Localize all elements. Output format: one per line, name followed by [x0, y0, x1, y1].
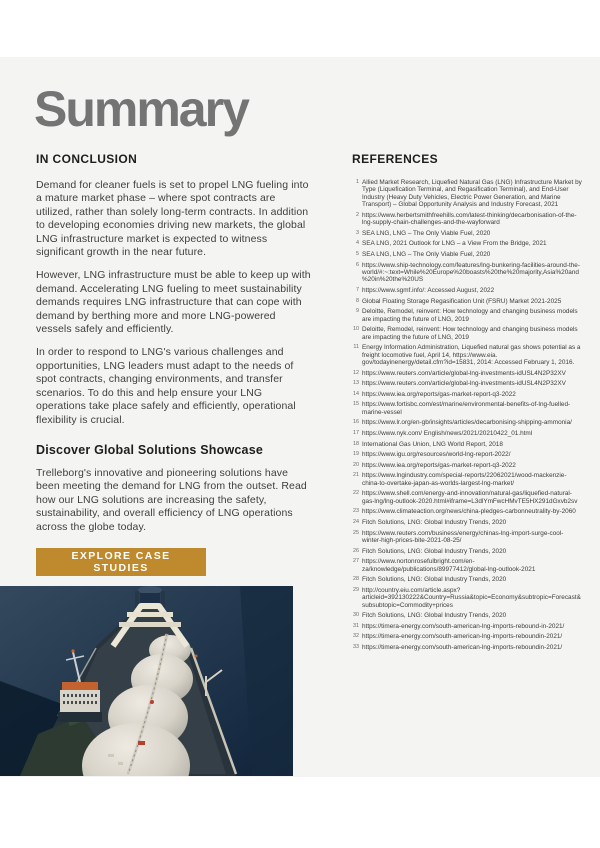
reference-number: 8: [356, 297, 359, 304]
reference-item: [352, 490, 582, 505]
reference-text: https://www.herbertsmithfreehills.com/latest-thinking/decarbonisation-of-the-lng-supply-chain-challenges-and-the-wayforward: [362, 211, 577, 227]
conclusion-paragraph: However, LNG infrastructure must be able to keep up with demand. Accelerating LNG fueling to meet sustainability demands requires LNG infrastructure that can cope with demand by berthing more and more LNG-powered vessels safely and efficiently.: [36, 269, 311, 336]
reference-text: Deloitte, Remodel, reinvent: How technology and changing business models are impacting the future of LNG, 2019: [362, 326, 578, 341]
reference-number: 11: [353, 344, 359, 351]
reference-number: 22: [353, 490, 359, 497]
conclusion-paragraph: In order to respond to LNG's various challenges and opportunities, LNG leaders must adapt to the needs of spot contracts, changing environments, and transfer scenarios. To do this and help ensure your LNG operations take place safely and efficiently, operational flexibility is crucial.: [36, 346, 296, 426]
reference-text: https://timera-energy.com/south-american-lng-imports-reboundin-2021/: [362, 633, 563, 641]
reference-number: 19: [353, 451, 359, 458]
reference-number: 12: [353, 369, 359, 376]
reference-number: 27: [353, 558, 359, 565]
reference-number: 13: [353, 380, 359, 387]
reference-number: 14: [353, 390, 359, 397]
reference-item: [352, 262, 582, 284]
reference-number: 3: [356, 229, 359, 236]
conclusion-paragraph: Demand for cleaner fuels is set to propel LNG fueling into a mature market phase – where spot contracts are utilized, rather than solely long-term contracts. In addition to developing economies driving new markets, the global LNG infrastructure market is expected to witness significant growth in the near future.: [36, 179, 309, 259]
reference-text: https://www.iea.org/reports/gas-market-report-q3-2022: [362, 461, 516, 469]
reference-text: https://www.climateaction.org/news/china-pledges-carbonneutrality-by-2060: [362, 508, 576, 516]
reference-number: 10: [353, 326, 359, 333]
reference-number: 17: [353, 429, 359, 436]
reference-text: Global Floating Storage Regasification Unit (FSRU) Market 2021-2025: [362, 297, 562, 305]
reference-text: https://www.fortisbc.com/est/marine/environmental-benefits-of-lng-fuelled-marine-vessel: [362, 401, 571, 416]
references-column: [352, 152, 582, 655]
reference-item: [352, 230, 582, 237]
reference-text: Deloitte, Remodel, reinvent: How technology and changing business models are impacting the future of LNG, 2019: [362, 308, 578, 323]
reference-text: https://timera-energy.com/south-american-lng-imports-rebound-in-2021/: [362, 622, 565, 630]
reference-text: https://www.nortonrosefulbright.com/en-za/knowledge/publications/89977412/global-lng-outlook-2021: [362, 558, 536, 573]
reference-text: Energy Information Administration, Liquefied natural gas shows potential as a freight locomotive fuel, April 14, https://www.eia. gov/todayinenergy/detail.cfm?id=15831, 2014: Accessed February 1, 2016.: [362, 344, 581, 366]
reference-item: [352, 419, 582, 426]
showcase-heading: Discover Global Solutions Showcase: [36, 442, 263, 457]
reference-text: https://www.sgmf.info/: Accessed August, 2022: [362, 287, 495, 294]
reference-number: 16: [353, 419, 359, 426]
reference-text: http://country.eiu.com/article.aspx?articleid=392130222&Country=Russia&topic=Economy&subtropic=Forecast&subsubtopic=Commodity+prices: [362, 586, 581, 609]
reference-item: [352, 451, 582, 458]
reference-text: https://www.lr.org/en-gb/insights/articles/decarbonising-shipping-ammonia/: [362, 419, 572, 427]
reference-text: Fitch Solutions, LNG: Global Industry Trends, 2020: [362, 547, 507, 555]
reference-text: SEA LNG, LNG – The Only Viable Fuel, 2020: [362, 229, 491, 237]
reference-text: https://www.iea.org/reports/gas-market-report-q3-2022: [362, 390, 516, 398]
explore-case-studies-button[interactable]: EXPLORE CASE STUDIES: [36, 548, 206, 576]
reference-item: [352, 430, 582, 437]
reference-number: 31: [353, 622, 359, 629]
reference-number: 25: [353, 529, 359, 536]
reference-text: https://www.lngindustry.com/special-reports/22062021/wood-mackenzie-china-to-overtake-japan-as-worlds-largest-lng-market/: [362, 472, 567, 487]
reference-text: Fitch Solutions, LNG: Global Industry Trends, 2020: [362, 576, 507, 584]
reference-item: [352, 391, 582, 398]
reference-item: [352, 587, 582, 609]
reference-item: [352, 508, 582, 515]
reference-text: International Gas Union, LNG World Report, 2018: [362, 440, 503, 448]
reference-item: [352, 548, 582, 555]
reference-item: [352, 472, 582, 487]
reference-number: 7: [356, 287, 359, 293]
reference-item: [352, 401, 582, 416]
lng-carrier-photo: [0, 586, 293, 776]
reference-item: [352, 519, 582, 526]
reference-text: https://www.shell.com/energy-and-innovation/natural-gas/liquefied-natural-gas-lng/lng-outlook-2020.html#iframe=L3dlYmFwcHMvTE5HX291dGxvb2sv: [362, 490, 578, 505]
reference-item: [352, 298, 582, 305]
reference-number: 26: [353, 547, 359, 554]
reference-number: 18: [353, 440, 359, 447]
reference-item: [352, 441, 582, 448]
reference-item: [352, 644, 582, 651]
reference-item: [352, 287, 582, 294]
reference-number: 15: [353, 401, 359, 408]
reference-text: Allied Market Research, Liquefied Natural Gas (LNG) Infrastructure Market by Type (Liquefication Terminal, and Regasification Terminal), and End-User Industry (Heavy Duty Vehicles, Electric Power Generation, and Marine Transport) – Global Opportunity Analysis and Industry Forecast, 2021: [362, 179, 582, 209]
reference-number: 32: [353, 633, 359, 640]
reference-text: SEA LNG, LNG – The Only Viable Fuel, 2020: [362, 251, 491, 258]
reference-number: 4: [356, 240, 359, 247]
reference-number: 2: [356, 211, 359, 218]
reference-text: https://www.reuters.com/article/global-lng-investments-idUSL4N2P32XV: [362, 369, 566, 377]
showcase-paragraph: Trelleborg's innovative and pioneering solutions have been meeting the demand for LNG from the outset. Read how our LNG solutions are increasing the safety, sustainability, and overall efficiency of LNG operations across the globe today.: [36, 466, 307, 533]
reference-item: [352, 462, 582, 469]
reference-number: 28: [353, 576, 359, 583]
conclusion-heading: IN CONCLUSION: [36, 152, 138, 166]
reference-number: 6: [356, 261, 359, 268]
reference-number: 5: [356, 251, 359, 257]
references-list: [352, 179, 582, 651]
reference-item: [352, 530, 582, 545]
reference-item: [352, 308, 582, 323]
reference-item: [352, 344, 582, 366]
reference-number: 9: [356, 308, 359, 315]
conclusion-column: [36, 152, 311, 576]
reference-item: [352, 179, 582, 209]
lng-ship-aerial-illustration: [0, 586, 293, 776]
reference-number: 21: [353, 472, 359, 479]
reference-text: SEA LNG, 2021 Outlook for LNG – a View From the Bridge, 2021: [362, 240, 547, 248]
reference-item: [352, 612, 582, 619]
reference-item: [352, 326, 582, 341]
reference-number: 30: [353, 612, 359, 619]
reference-number: 24: [353, 518, 359, 525]
references-heading: REFERENCES: [352, 152, 439, 166]
reference-number: 33: [353, 643, 359, 650]
reference-item: [352, 240, 582, 247]
reference-text: https://www.ship-technology.com/features/lng-bunkering-facilities-around-the-world/#:~:text=While%20Europe%20boasts%20the%20majority,Asia%20and%20in%20the%20US: [362, 261, 580, 284]
reference-text: https://www.reuters.com/article/global-lng-investments-idUSL4N2P32XV: [362, 380, 566, 388]
reference-item: [352, 558, 582, 573]
reference-text: Fitch Solutions, LNG: Global Industry Trends, 2020: [362, 518, 507, 526]
reference-item: [352, 212, 582, 227]
reference-item: [352, 370, 582, 377]
reference-number: 1: [356, 179, 359, 185]
reference-text: https://www.igu.org/resources/world-lng-report-2022/: [362, 451, 511, 459]
reference-item: [352, 623, 582, 630]
reference-item: [352, 380, 582, 387]
reference-text: Fitch Solutions, LNG: Global Industry Trends, 2020: [362, 612, 507, 620]
reference-item: [352, 251, 582, 258]
reference-item: [352, 576, 582, 583]
reference-number: 29: [353, 586, 359, 593]
reference-text: https://www.reuters.com/business/energy/chinas-lng-import-surge-cool-winter-high-prices-bite-2021-08-25/: [362, 529, 564, 544]
reference-text: https://timera-energy.com/south-american-lng-imports-reboundin-2021/: [362, 643, 563, 651]
reference-item: [352, 633, 582, 640]
reference-number: 20: [353, 461, 359, 468]
reference-text: https://www.nyk.com/ English/news/2021/20210422_01.html: [362, 429, 533, 437]
page-title: Summary: [34, 81, 248, 137]
reference-number: 23: [353, 508, 359, 515]
